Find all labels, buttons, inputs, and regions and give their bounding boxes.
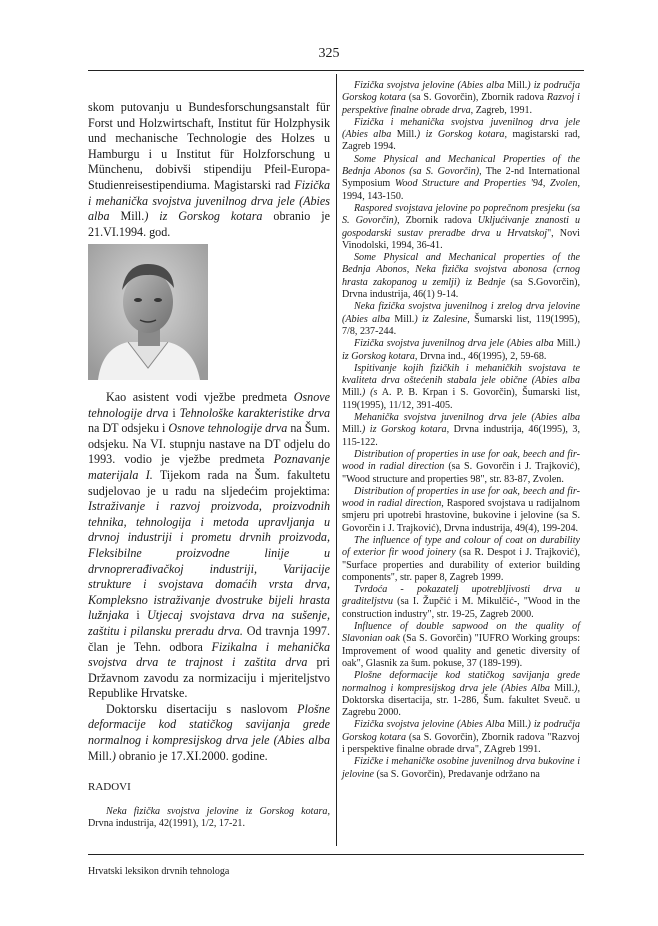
column-divider bbox=[336, 74, 337, 846]
text-run: Od travnja 1997. član je Tehn. odbora bbox=[88, 623, 331, 654]
text-run: Some Physical and Mechanical Properties of the Bednja Abonos (sa S. Govorčin), bbox=[342, 153, 580, 178]
text-run: Distribution of properties in use for oak, beech and fir-wood in radial direction, bbox=[342, 485, 580, 510]
text-run: Drvna industrija, 42(1991), 1/2, 17-21. bbox=[88, 818, 245, 830]
text-run: ) iz Zalesine, bbox=[414, 313, 470, 325]
text-run: Plošne deformacije kod statičkog savijanja grede normalnog i kompresijskog drva jele (Abies Alba bbox=[342, 670, 580, 694]
text-run: ), bbox=[574, 682, 580, 694]
text-run: Fizička svojstva jelovine (Abies alba bbox=[354, 80, 508, 91]
text-run: ) iz Gorskog kotara, bbox=[361, 424, 450, 436]
text-run: Tijekom rada na Šum. fakultetu sudjelovao je u radu na sljedećim projektima: bbox=[88, 467, 330, 498]
footer-rule bbox=[88, 854, 584, 855]
text-run: Fizička svojstva juvenilnog drva jele (Abies alba bbox=[354, 338, 557, 350]
text-run: na Šum. odsjeku. Na VI. stupnju nastave na DT odjelu do 1993. vodio je vježbe predmeta bbox=[88, 421, 330, 467]
text-run: i bbox=[168, 405, 180, 420]
reference-entry bbox=[342, 719, 580, 756]
text-run: obranio je 17.XI.2000. godine. bbox=[115, 748, 268, 763]
text-run: Poznavanje materijala I. bbox=[88, 452, 330, 482]
text-run: , 1994, 143-150. bbox=[342, 178, 580, 202]
text-run: Tehnološke karakteristike drva bbox=[179, 405, 330, 420]
text-run: Osnove tehnologije drva bbox=[88, 390, 330, 420]
text-run: Neka fizička svojstva jelovine iz Gorskog kotara, bbox=[106, 805, 330, 817]
text-run: Raspored svojstava jelovine po poprečnom presjeku (sa S. Govorčin) bbox=[342, 202, 580, 227]
reference-entry bbox=[342, 363, 580, 412]
text-run: ) iz Gorskog kotara, bbox=[416, 129, 508, 141]
footer-text: Hrvatski leksikon drvnih tehnologa bbox=[88, 866, 230, 877]
text-run: Mill. bbox=[88, 748, 112, 763]
reference-entry bbox=[342, 756, 580, 781]
text-run: Šumarski list, 119(1995), 7/8, 237-244. bbox=[342, 313, 580, 337]
text-run: Utjecaj svojstava drva na sušenje, zaštitu i pilansku preradu drva. bbox=[88, 608, 330, 638]
text-run: Mill. bbox=[342, 424, 362, 436]
text-run: A. P. B. Krpan i S. Govorčin), Šumarski list, 119(1995), 11/12, 391-405. bbox=[342, 387, 580, 411]
reference-entry bbox=[342, 301, 580, 338]
text-run: Fizička i mehanička svojstva juvenilnog drva jele (Abies alba bbox=[342, 116, 580, 141]
text-run: (sa S.Govorčin), Drvna industrija, 46(1) 9-14. bbox=[342, 276, 580, 301]
text-run: (Sa S. Govorčin) "IUFRO Working groups: Improvement of wood quality and genetic diversity of oak", Glasnik za šum. pokuse, 37 (189-199). bbox=[342, 633, 580, 669]
text-run: Plošne deformacije kod statičkog savijanja grede normalnog i kompresijskog drva jele (Abies alba bbox=[88, 701, 330, 748]
text-run: Tvrdoća - pokazatelj upotrebljivosti drva u graditeljstvu bbox=[342, 584, 580, 608]
text-run: Neka fizička svojstva juvenilnog i zrelog drva jelovine (Abies alba bbox=[342, 301, 580, 325]
text-run: Mill. bbox=[556, 338, 577, 350]
reference-entry bbox=[342, 252, 580, 301]
text-run: obranio je 21.VI.1994. god. bbox=[88, 209, 330, 239]
section-heading-radovi: RADOVI bbox=[88, 781, 131, 794]
text-run: Distribution of properties in use for oak, beech and fir-wood in radial direction bbox=[342, 448, 580, 473]
reference-entry bbox=[342, 154, 580, 203]
text-run: Mill. bbox=[507, 719, 528, 731]
text-run: Doktorsku disertaciju s naslovom bbox=[106, 701, 298, 716]
right-column-references bbox=[342, 80, 580, 781]
text-run: Mill. bbox=[507, 80, 528, 91]
reference-entry bbox=[88, 806, 330, 831]
text-run: ) iz područja Gorskog kotara bbox=[342, 80, 580, 104]
text-run: ) bbox=[111, 748, 116, 763]
header-rule bbox=[88, 70, 584, 71]
reference-entry bbox=[342, 670, 580, 719]
text-run: magistarski rad, Zagreb 1994. bbox=[342, 129, 581, 153]
text-run: (sa S. Govorčin), Zbornik radova "Razvoj i perspektive finalne obrade drva", ZAgreb 1991. bbox=[342, 731, 580, 756]
text-run: Ispitivanje kojih fizičkih i mehaničkih svojstava te kvaliteta drva oštećenih stabala jele obične (Abies alba bbox=[342, 362, 580, 387]
reference-entry bbox=[342, 535, 580, 584]
text-run: i bbox=[128, 608, 148, 623]
text-run: The 2-nd International Symposium bbox=[342, 166, 580, 190]
text-run: Drvna industrija, 46(1995), 3, 115-122. bbox=[342, 424, 580, 448]
bio-paragraph-3 bbox=[88, 702, 330, 764]
text-run: Influence of double sapwood on the quality of Slavonian oak bbox=[342, 621, 580, 645]
bio-paragraph-2 bbox=[88, 390, 330, 702]
text-run: (sa S. Govorčin), Zbornik radova bbox=[405, 92, 547, 104]
text-run: Mill. bbox=[342, 387, 362, 399]
reference-entry bbox=[342, 203, 580, 252]
reference-entry bbox=[342, 449, 580, 486]
text-run: Fizičke i mehaničke osobine juvenilnog drva bukovine i jelovine bbox=[342, 756, 580, 780]
text-run: , Zagreb, 1991. bbox=[470, 104, 533, 116]
text-run: , Zbornik radova bbox=[397, 215, 478, 227]
text-run: Doktorska disertacija, str. 1-286, Šum. fakultet Sveuč. u Zagrebu 2000. bbox=[342, 694, 580, 719]
text-run: Fizikalna i mehanička svojstva drva te trajnost i zaštita drva bbox=[88, 639, 330, 670]
text-run: ) iz Gorskog kotara bbox=[144, 209, 263, 224]
text-run: Mill. bbox=[396, 129, 417, 141]
text-run: Mill. bbox=[394, 313, 415, 325]
reference-entry bbox=[342, 486, 580, 535]
text-run: (sa I. Župčić i M. Mikulčić-, "Wood in the construction industry", str. 19-25, Zagreb 2000. bbox=[342, 596, 580, 620]
text-run: Some Physical and Mechanical properties of the Bednja Abonos, Neka fizička svojstva abonosa (crnog hrasta zakopanog u zemlji) iz Bednje bbox=[342, 252, 580, 288]
left-column-lower bbox=[88, 390, 330, 830]
text-run: Osnove tehnologije drva bbox=[168, 421, 288, 436]
page-number: 325 bbox=[318, 46, 340, 61]
left-column bbox=[88, 100, 330, 240]
text-run: Wood Structure and Properties '94, Zvolen bbox=[394, 178, 578, 190]
text-run: Fizička svojstva jelovine (Abies Alba bbox=[354, 719, 508, 731]
reference-entry bbox=[342, 621, 580, 670]
bio-paragraph-1 bbox=[88, 100, 330, 240]
text-run: Raspored svojstava u radijalnom smjeru pri upotrebi hrastovine, bukovine i jelovine (sa S. Govorčin i J. Trajković), Drvna industrija, 49(4), 199-204. bbox=[342, 498, 580, 534]
reference-entry bbox=[342, 117, 580, 154]
text-run: pri Državnom zavodu za normizaciju i mjeriteljstvo Republike Hrvatske. bbox=[88, 655, 330, 701]
reference-entry bbox=[342, 412, 580, 449]
text-run: na DT odsjeku i bbox=[88, 421, 169, 436]
text-run: Drvna ind., 46(1995), 2, 59-68. bbox=[417, 350, 547, 362]
text-run: skom putovanju u Bundesforschungsanstalt für Forst und Holzwirtschaft, Institut für Holzphysik und mechanische Technologie des Holzes u Hamburgu i u Institut für Holzforschung u Münchenu, dobivši stipendiju Pfeil-Europa-Studienreisestipendiuma. Magistarski rad bbox=[88, 100, 330, 192]
text-run: Kao asistent vodi vježbe predmeta bbox=[106, 390, 294, 404]
text-run: ) (s bbox=[361, 387, 378, 399]
text-run: The influence of type and colour of coat on durability of exterior fir wood joinery bbox=[342, 534, 580, 559]
text-run: Fizička i mehanička svojstva juvenilnog drva jele (Abies alba bbox=[88, 177, 330, 224]
text-run: ", Novi Vinodolski, 1994, 36-41. bbox=[342, 227, 580, 251]
text-run: Mill. bbox=[554, 682, 575, 694]
reference-entry bbox=[342, 584, 580, 621]
text-run: ) iz područja Gorskog kotara bbox=[342, 719, 580, 743]
text-run: ) iz Gorskog kotara, bbox=[342, 338, 580, 362]
text-run: Razvoj i perspektive finalne obrade drva bbox=[342, 92, 580, 116]
text-run: Mehanička svojstva juvenilnog drva jele (Abies alba bbox=[354, 412, 580, 424]
text-run: (sa S. Govorčin), Predavanje održano na bbox=[373, 768, 540, 780]
reference-entry bbox=[342, 80, 580, 117]
text-run: (sa S. Govorčin i J. Trajković), "Wood structure and properties 98", str. 83-87, Zvolen. bbox=[342, 461, 580, 485]
text-run: Mill. bbox=[120, 209, 145, 224]
text-run: (sa R. Despot i J. Trajković), "Surface properties and durability of exterior building components", str. paper 8, Zagreb 1999. bbox=[342, 547, 580, 583]
portrait-photo bbox=[88, 244, 208, 380]
text-run: Ukljućivanje znanosti u gospodarski sustav preradbe drva u Hrvatskoj bbox=[342, 215, 581, 239]
text-run: Istraživanje i razvoj proizvoda, proizvodnih tehnika, tehnologija i metoda upravljanja u drvnoj industriji i prometu drvnih proizvoda, Fleksibilne proizvodne linije u drvnoprerađivačkoj industriji, Varijacije strukture i svojstava domaćih vrsta drva, Kompleksno istraživanje dvostruke bijeli hrasta lužnjaka bbox=[88, 499, 330, 623]
reference-entry bbox=[342, 338, 580, 363]
